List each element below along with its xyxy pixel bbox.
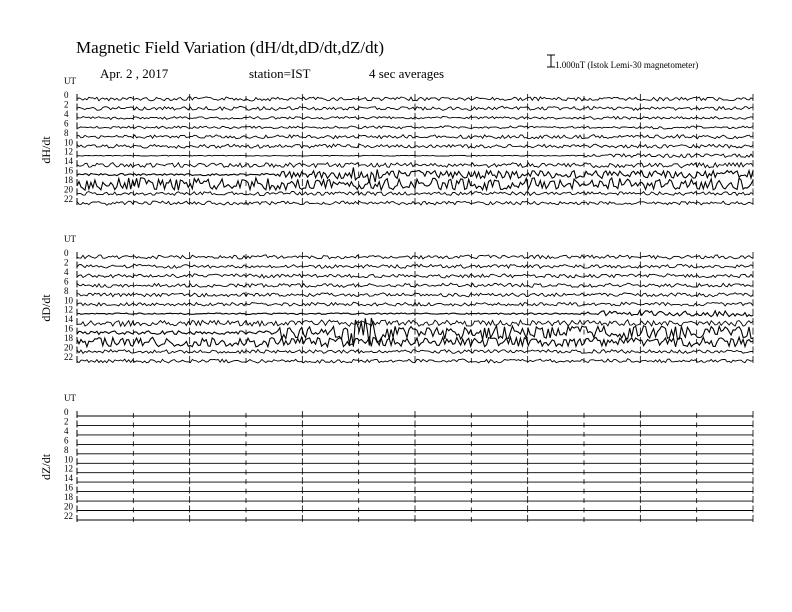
ut-axis-label: UT — [64, 393, 76, 403]
row-hour-label: 12 — [64, 146, 73, 157]
row-hour-label: 0 — [64, 248, 69, 258]
date-label: Apr. 2 , 2017 — [100, 66, 169, 81]
row-hour-label: 22 — [64, 510, 73, 521]
row-hour-label: 10 — [64, 454, 73, 465]
row-hour-label: 14 — [64, 314, 73, 325]
panel-label: dZ/dt — [39, 453, 53, 480]
row-hour-label: 8 — [64, 127, 69, 138]
row-hour-label: 20 — [64, 501, 73, 512]
station-label: station=IST — [249, 66, 311, 81]
row-hour-label: 12 — [64, 463, 73, 474]
row-hour-label: 0 — [64, 407, 69, 417]
panel-dddt — [39, 234, 753, 363]
row-hour-label: 22 — [64, 351, 73, 362]
row-hour-label: 8 — [64, 285, 69, 296]
row-hour-label: 0 — [64, 90, 69, 100]
row-hour-label: 20 — [64, 342, 73, 353]
row-hour-label: 18 — [64, 333, 73, 344]
row-hour-label: 2 — [64, 416, 69, 427]
row-hour-label: 14 — [64, 473, 73, 484]
row-hour-label: 4 — [64, 425, 69, 436]
scale-bar — [547, 55, 555, 67]
row-hour-label: 18 — [64, 492, 73, 503]
panel-dzdt — [39, 393, 753, 522]
row-hour-label: 4 — [64, 266, 69, 277]
ut-axis-label: UT — [64, 234, 76, 244]
averaging-label: 4 sec averages — [369, 66, 445, 81]
ut-axis-label: UT — [64, 76, 76, 86]
chart-title: Magnetic Field Variation (dH/dt,dD/dt,dZ/dt) — [76, 38, 385, 57]
row-hour-label: 10 — [64, 295, 73, 306]
row-hour-label: 16 — [64, 323, 73, 334]
row-hour-label: 18 — [64, 175, 73, 186]
row-hour-label: 12 — [64, 304, 73, 315]
row-hour-label: 14 — [64, 156, 73, 167]
row-hour-label: 2 — [64, 257, 69, 268]
scale-bar-label: 1.000nT (Istok Lemi-30 magnetometer) — [555, 60, 699, 70]
row-hour-label: 6 — [64, 276, 69, 287]
panel-dhdt — [39, 76, 753, 205]
row-hour-label: 6 — [64, 118, 69, 129]
row-hour-label: 20 — [64, 184, 73, 195]
row-hour-label: 16 — [64, 482, 73, 493]
row-hour-label: 16 — [64, 165, 73, 176]
panel-label: dD/dt — [39, 294, 53, 322]
row-hour-label: 10 — [64, 137, 73, 148]
row-hour-label: 6 — [64, 435, 69, 446]
row-hour-label: 2 — [64, 99, 69, 110]
row-hour-label: 22 — [64, 193, 73, 204]
row-hour-label: 8 — [64, 444, 69, 455]
row-hour-label: 4 — [64, 108, 69, 119]
panel-label: dH/dt — [39, 136, 53, 164]
